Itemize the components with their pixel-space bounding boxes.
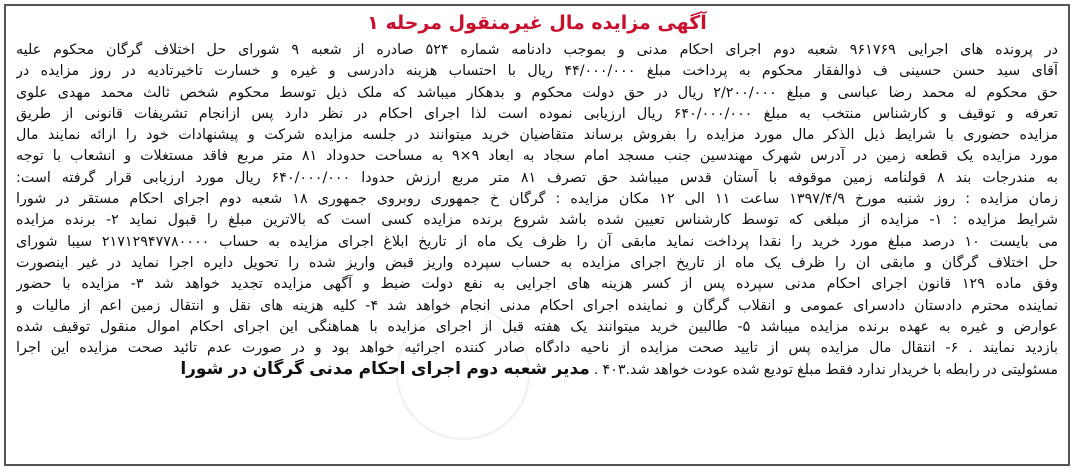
body-line: زمان مزایده : روز شنبه مورخ ۱۳۹۷/۴/۹ ساعت ۱۱ الی ۱۲ مکان مزایده : گرگان خ جمهوری روبروی جمهوری ۱۸ شعبه دوم اجرای احکام مستقر در شورا	[16, 191, 1058, 208]
body-line: حل اختلاف گرگان و مابقی ان را ظرف یک ماه از تاریخ اجرای مزایده به حساب سپرده واریز قبض واریز شده را تحویل دایره اجرا نماید در غیر اینصورت	[16, 254, 1058, 271]
body-line: آقای سید حسن حسینی ف ذوالفقار محکوم به پرداخت مبلغ ۴۴/۰۰۰/۰۰۰ ریال با احتساب هزینه دادرسی و غیره و خسارت تاخیرتادیه در روز مزایده در	[16, 63, 1058, 80]
body-line: عوارض و غیره به عهده برنده مزایده میباشد ۵- طالبین خرید میتوانند یک هفته قبل از اجرای مزایده با هماهنگی این اجرای احکام اموال منقول توقیف شده	[16, 318, 1058, 335]
body-line: نماینده محترم دادستان دادسرای عمومی و انقلاب گرگان و نماینده اجرای احکام مدنی انجام خواهد شد ۴- کلیه هزینه های نقل و انتقال زمین اعم از مالیات و	[16, 297, 1058, 314]
body-line: مورد مزایده یک قطعه زمین در آدرس شهرک مهندسین جنب مسجد امام سجاد به ابعاد ۹×۹ به مساحت حدوداد ۸۱ متر مربع فاقد مستغلات و انشعاب با توجه	[16, 148, 1058, 165]
notice-frame	[4, 4, 1070, 466]
last-line-text: مسئولیتی در رابطه با خریدار ندارد فقط مبلغ تودیع شده عودت خواهد شد.۴۰۳ .	[593, 362, 1058, 379]
body-line: می بایست ۱۰ درصد مبلغ مورد خرید را نقدا پرداخت نماید مابقی آن را ظرف یک ماه از تاریخ ابلاغ اجرای مزایده به حساب ۲۱۷۱۲۹۴۷۷۸۰۰۰۰ سیبا شورای	[16, 233, 1058, 250]
body-line: وفق ماده ۱۲۹ قانون اجرای احکام مدنی سپرده پس از کسر هزینه های اجرایی به نفع دولت ضبط و آگهی مزایده تجدید خواهد شد ۳- مزایده با حضور	[16, 276, 1058, 293]
body-line: شرایط مزایده : ۱- مزایده از مبلغی که توسط کارشناس تعیین شده باشد شروع برنده مزایده کسی است که بالاترین مبلغ را قبول نماید ۲- برنده مزایده	[16, 212, 1058, 229]
notice-title: آگهی مزایده مال غیرمنقول مرحله ۱	[367, 12, 707, 34]
notice-body	[16, 40, 1058, 382]
body-line: در پرونده های اجرایی ۹۶۱۷۶۹ شعبه دوم اجرای احکام مدنی و بموجب دادنامه شماره ۵۲۴ صادره از شعبه ۹ شورای حل اختلاف گرگان محکوم علیه	[16, 42, 1058, 58]
body-line: تعرفه و توقیف و کارشناس منتخب به مبلغ ۶۴۰/۰۰۰/۰۰۰ ریال ارزیابی نموده است لذا اجرای احکام در نظر دارد پس ازانجام تشریفات قانونی از طریق	[16, 105, 1058, 122]
body-line: بازدید نمایند . ۶- انتقال مال مزایده پس از تایید صحت مزایده از ناحیه دادگاه صادر کننده اجرائیه خواهد بود و در صورت عدم تائید صحت مزایده این اجرا	[16, 340, 1058, 357]
body-line: مزایده حضوری با شرایط ذیل الذکر مال مورد مزایده را بفروش برساند متقاضیان خرید میتوانند در جلسه مزایده شرکت و پیشنهادات خود را ارائه نمایند مال	[16, 127, 1058, 144]
body-line: به مندرجات بند ۸ قولنامه زمین موقوفه با آستان قدس میباشد حق تصرف ۸۱ متر مربع ارزش حدودا ۶۴۰/۰۰۰/۰۰۰ ریال مورد ارزیابی قرار گرفته است:	[16, 169, 1058, 186]
last-line	[16, 359, 1058, 381]
signature: مدیر شعبه دوم اجرای احکام مدنی گرگان در شورا	[180, 359, 590, 380]
body-line: حق محکوم له محمد رضا عباسی و مبلغ ۲/۲۰۰/۰۰۰ ریال در حق دولت محکوم و بدهکار میباشد که ملک ذیل توسط محکوم شخص ثالث محمد مهدی علوی	[16, 84, 1058, 101]
